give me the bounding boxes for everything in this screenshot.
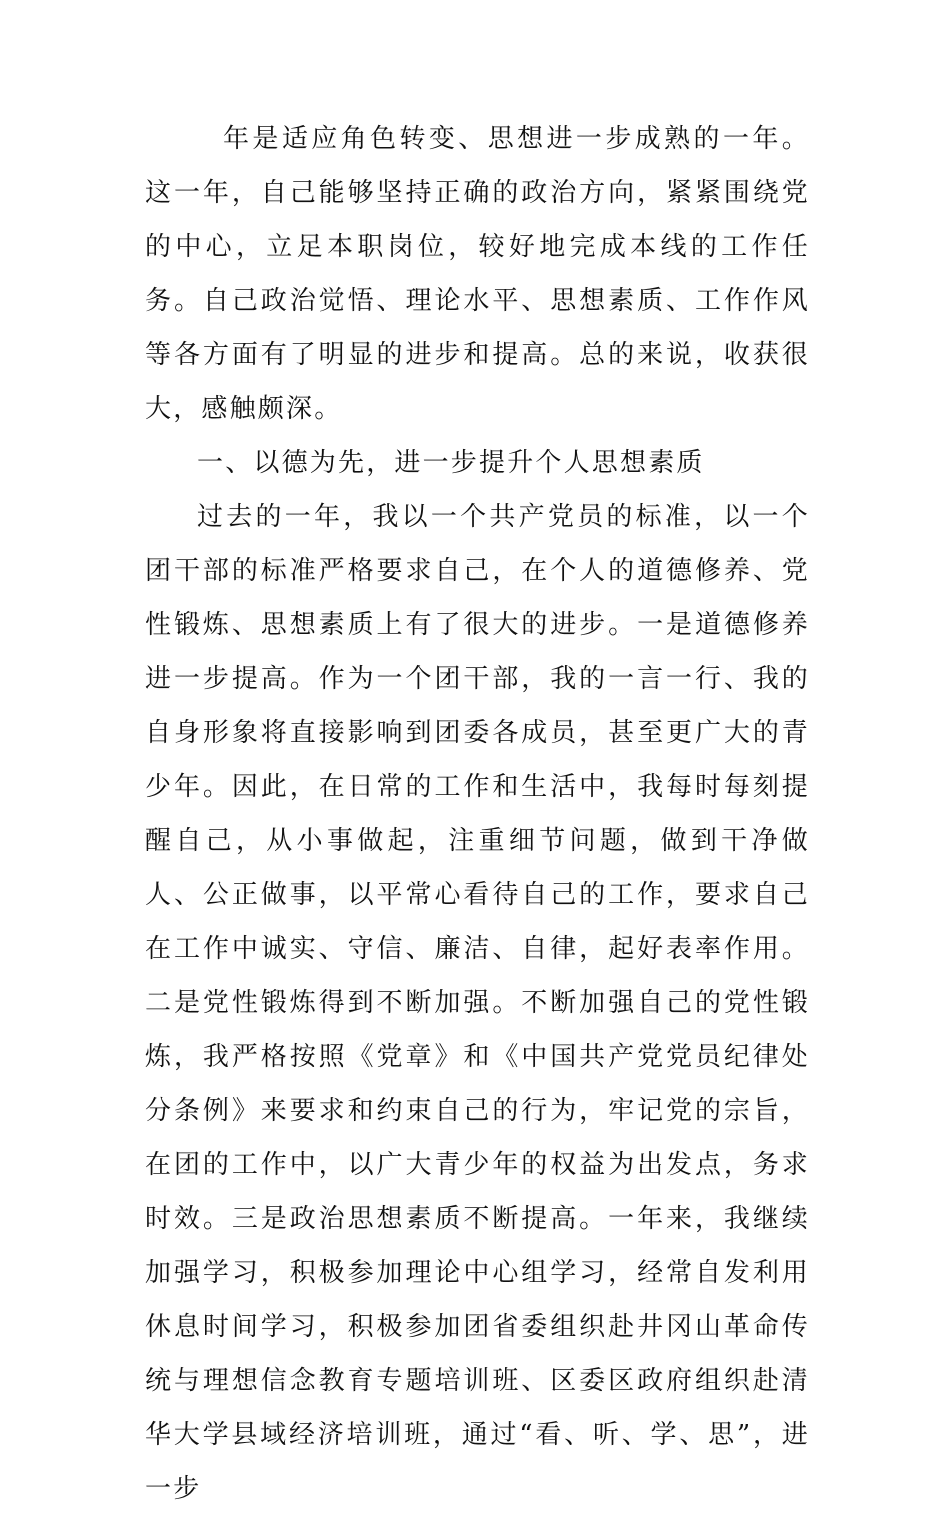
section-heading: 一、以德为先，进一步提升个人思想素质 (197, 448, 705, 478)
paragraph-intro: 年是适应角色转变、思想进一步成熟的一年。这一年，自己能够坚持正确的政治方向，紧紧围绕党的中心，立足本职岗位，较好地完成本线的工作任务。自己政治觉悟、理论水平、思想素质、工作作风等各方面有了明显的进步和提高。总的来说，收获很大，感触颇深。 (145, 124, 810, 424)
paragraph-body: 过去的一年，我以一个共产党员的标准，以一个团干部的标准严格要求自己，在个人的道德修养、党性锻炼、思想素质上有了很大的进步。一是道德修养进一步提高。作为一个团干部，我的一言一行、我的自身形象将直接影响到团委各成员，甚至更广大的青少年。因此，在日常的工作和生活中，我每时每刻提醒自己，从小事做起，注重细节问题，做到干净做人、公正做事，以平常心看待自己的工作，要求自己在工作中诚实、守信、廉洁、自律，起好表率作用。二是党性锻炼得到不断加强。不断加强自己的党性锻炼，我严格按照《党章》和《中国共产党党员纪律处分条例》来要求和约束自己的行为，牢记党的宗旨，在团的工作中，以广大青少年的权益为出发点，务求时效。三是政治思想素质不断提高。一年来，我继续加强学习，积极参加理论中心组学习，经常自发利用休息时间学习，积极参加团省委组织赴井冈山革命传统与理想信念教育专题培训班、区委区政府组织赴清华大学县域经济培训班，通过“看、听、学、思”，进一步 (145, 502, 810, 1504)
document-body (145, 112, 810, 1516)
